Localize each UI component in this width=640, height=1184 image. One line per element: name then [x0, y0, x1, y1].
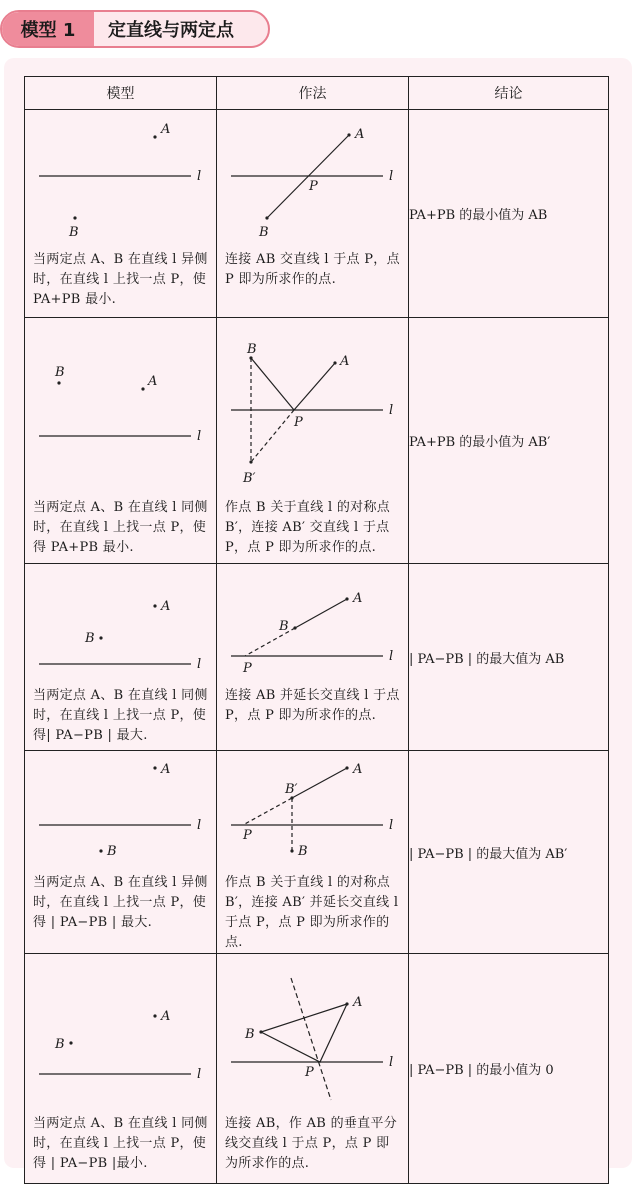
svg-text:A: A — [353, 995, 363, 1010]
svg-text:A: A — [355, 127, 365, 142]
svg-text:B: B — [107, 844, 117, 859]
svg-text:A: A — [340, 354, 350, 369]
svg-text:A: A — [353, 591, 363, 606]
svg-text:A: A — [353, 762, 363, 777]
svg-text:A: A — [161, 762, 171, 777]
svg-text:l: l — [389, 818, 394, 833]
svg-text:l: l — [197, 1067, 202, 1082]
method-description: 连接 AB 并延长交直线 l 于点 P，点 P 即为所求作的点. — [225, 688, 400, 723]
table-header-row — [25, 77, 609, 110]
svg-text:A: A — [161, 1009, 171, 1024]
svg-text:P: P — [243, 828, 252, 843]
method-figure — [217, 564, 409, 686]
model-badge: 模型 1 — [2, 12, 94, 46]
svg-text:l: l — [197, 429, 202, 444]
model-description: 当两定点 A、B 在直线 l 异侧时，在直线 l 上找一点 P，使得 | PA−PB | 最大. — [33, 875, 208, 930]
model-cell — [25, 318, 217, 564]
method-cell — [217, 751, 409, 954]
svg-text:B: B — [69, 225, 79, 240]
method-figure — [217, 954, 409, 1114]
svg-text:B′: B′ — [285, 782, 298, 797]
conclusion-cell: PA+PB 的最小值为 AB — [409, 110, 609, 318]
method-figure — [217, 751, 409, 873]
conclusion-cell: PA+PB 的最小值为 AB′ — [409, 318, 609, 564]
model-figure — [25, 564, 217, 686]
svg-text:B: B — [259, 225, 269, 240]
svg-text:P: P — [243, 661, 252, 676]
model-figure — [25, 954, 217, 1114]
svg-text:l: l — [389, 169, 394, 184]
method-cell — [217, 110, 409, 318]
svg-text:l: l — [197, 818, 202, 833]
column-header-method: 作法 — [217, 77, 409, 110]
svg-text:A: A — [161, 599, 171, 614]
svg-text:l: l — [389, 1055, 394, 1070]
method-description: 连接 AB，作 AB 的垂直平分线交直线 l 于点 P，点 P 即为所求作的点. — [225, 1116, 398, 1171]
table-row — [25, 110, 609, 318]
svg-text:B: B — [279, 619, 289, 634]
method-figure — [217, 110, 409, 250]
svg-text:B: B — [85, 631, 95, 646]
method-cell — [217, 564, 409, 751]
model-figure — [25, 110, 217, 250]
svg-text:B: B — [245, 1027, 255, 1042]
svg-text:A: A — [161, 122, 171, 137]
method-description: 作点 B 关于直线 l 的对称点 B′，连接 AB′ 并延长交直线 l 于点 P，点 P 即为所求作的点. — [225, 875, 399, 950]
svg-text:B: B — [55, 1037, 65, 1052]
model-cell — [25, 954, 217, 1184]
model-cell — [25, 110, 217, 318]
column-header-model: 模型 — [25, 77, 217, 110]
table-row — [25, 318, 609, 564]
svg-text:A: A — [148, 374, 158, 389]
model-figure — [25, 318, 217, 498]
svg-text:P: P — [309, 179, 318, 194]
svg-text:B: B — [247, 342, 257, 357]
svg-text:l: l — [389, 649, 394, 664]
table-row — [25, 751, 609, 954]
conclusion-cell: | PA−PB | 的最小值为 0 — [409, 954, 609, 1184]
conclusion-cell: | PA−PB | 的最大值为 AB — [409, 564, 609, 751]
table-row — [25, 954, 609, 1184]
header-title: 定直线与两定点 — [108, 20, 234, 41]
svg-text:B: B — [55, 365, 65, 380]
method-description: 作点 B 关于直线 l 的对称点 B′，连接 AB′ 交直线 l 于点 P，点 P 即为所求作的点. — [225, 500, 391, 555]
model-description: 当两定点 A、B 在直线 l 异侧时，在直线 l 上找一点 P，使 PA+PB 最小. — [33, 252, 208, 307]
model-figure — [25, 751, 217, 873]
svg-text:l: l — [197, 657, 202, 672]
svg-text:l: l — [197, 169, 202, 184]
svg-text:l: l — [389, 403, 394, 418]
model-header — [0, 10, 270, 48]
svg-text:B′: B′ — [243, 471, 256, 486]
method-description: 连接 AB 交直线 l 于点 P，点 P 即为所求作的点. — [225, 252, 400, 287]
model-table — [24, 76, 609, 1184]
model-cell — [25, 564, 217, 751]
method-cell — [217, 954, 409, 1184]
method-figure — [217, 318, 409, 498]
method-cell — [217, 318, 409, 564]
svg-text:P: P — [305, 1065, 314, 1080]
svg-text:B: B — [298, 844, 308, 859]
model-description: 当两定点 A、B 在直线 l 同侧时，在直线 l 上找一点 P，使得| PA−PB | 最大. — [33, 688, 208, 743]
conclusion-cell: | PA−PB | 的最大值为 AB′ — [409, 751, 609, 954]
table-row — [25, 564, 609, 751]
model-cell — [25, 751, 217, 954]
model-description: 当两定点 A、B 在直线 l 同侧时，在直线 l 上找一点 P，使得 PA+PB 最小. — [33, 500, 208, 555]
svg-text:P: P — [294, 415, 303, 430]
model-description: 当两定点 A、B 在直线 l 同侧时，在直线 l 上找一点 P，使得 | PA−PB |最小. — [33, 1116, 208, 1171]
column-header-conclusion: 结论 — [409, 77, 609, 110]
